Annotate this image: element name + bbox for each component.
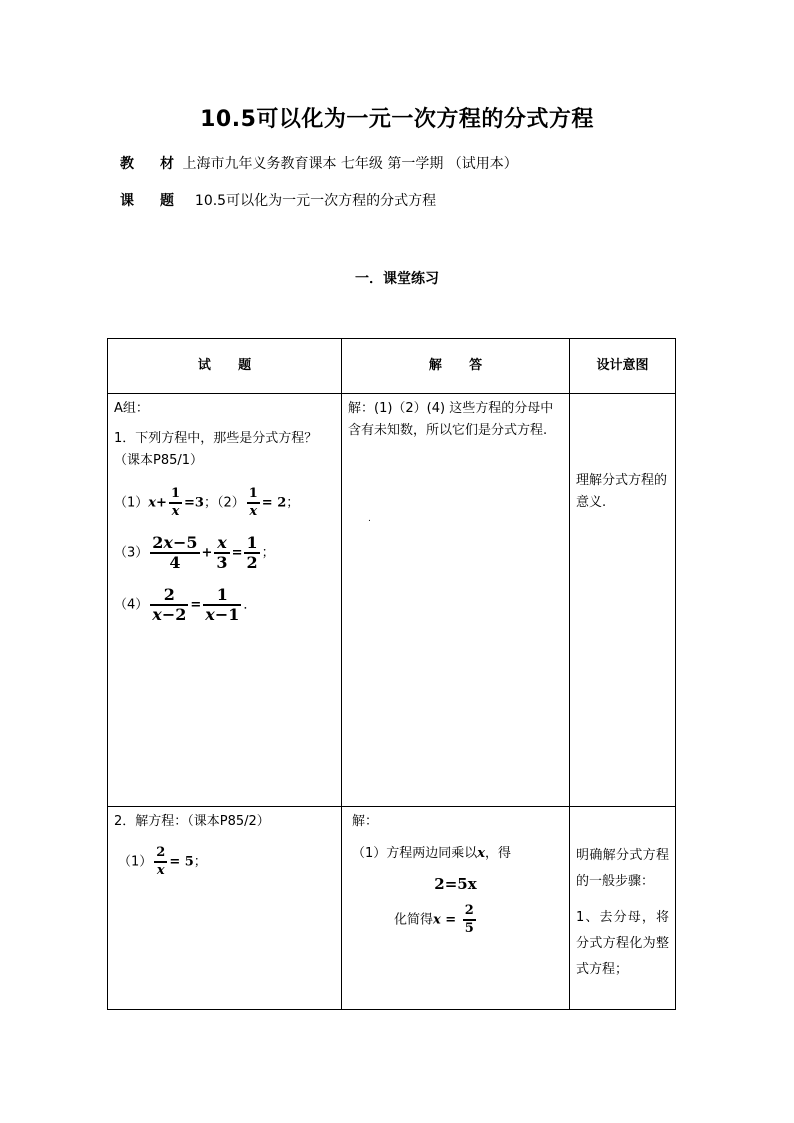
question-cell <box>108 394 342 807</box>
answer-equation: 2=5x <box>434 875 477 893</box>
intent-text-2: 1、去分母，将分式方程化为整式方程； <box>576 910 669 977</box>
header-answer: 解 答 <box>342 339 570 394</box>
header-intent: 设计意图 <box>570 339 676 394</box>
table-row <box>108 807 676 1010</box>
table-header-row <box>108 339 676 394</box>
question-text: 2．解方程：（课本P85/2） <box>114 814 270 829</box>
meta-topic-value: 10.5可以化为一元一次方程的分式方程 <box>194 193 437 209</box>
answer-simplify: 化简得x = $\frac{2}{5}$ <box>394 903 474 936</box>
answer-intro: 解： <box>352 814 379 829</box>
meta-topic <box>120 190 436 210</box>
intent-text-1: 明确解分式方程的一般步骤： <box>576 848 669 889</box>
equation-2-1: （1） $\frac{2}{x}$ = 5； <box>118 845 207 878</box>
question-text: 1．下列方程中，那些是分式方程？（课本P85/1） <box>114 431 318 468</box>
exercise-table <box>107 338 676 1010</box>
answer-cell <box>342 807 570 1010</box>
intent-cell <box>570 807 676 1010</box>
meta-textbook <box>120 153 518 173</box>
table-row <box>108 394 676 807</box>
answer-step: （1）方程两边同乘以x，得 <box>352 846 512 861</box>
answer-cell <box>342 394 570 807</box>
header-question: 试 题 <box>108 339 342 394</box>
page-title: 10.5可以化为一元一次方程的分式方程 <box>200 107 594 132</box>
equation-1-2: （1）x+ $\frac{1}{x}$ =3；（2） $\frac{1}{x}$ = 2； <box>114 486 300 519</box>
meta-textbook-label: 教 材 <box>120 156 174 172</box>
answer-dot: . <box>368 514 371 524</box>
intent-cell <box>570 394 676 807</box>
group-label: A组： <box>114 401 149 416</box>
equation-4: （4） $\frac{2}{x-2}$ = $\frac{1}{x-1}$ ． <box>114 585 257 624</box>
intent-text: 理解分式方程的意义. <box>576 473 668 510</box>
question-cell <box>108 807 342 1010</box>
equation-3: （3） $\frac{2x-5}{4}$ + $\frac{x}{3}$ = $\frac{1}{2}$ ； <box>114 533 275 572</box>
meta-textbook-value: 上海市九年义务教育课本 七年级 第一学期 （试用本） <box>182 156 518 172</box>
meta-topic-label: 课 题 <box>120 193 174 209</box>
section-title: 一．课堂练习 <box>355 271 439 287</box>
answer-text: 解：(1)（2）(4) 这些方程的分母中含有未知数，所以它们是分式方程. <box>348 401 554 438</box>
